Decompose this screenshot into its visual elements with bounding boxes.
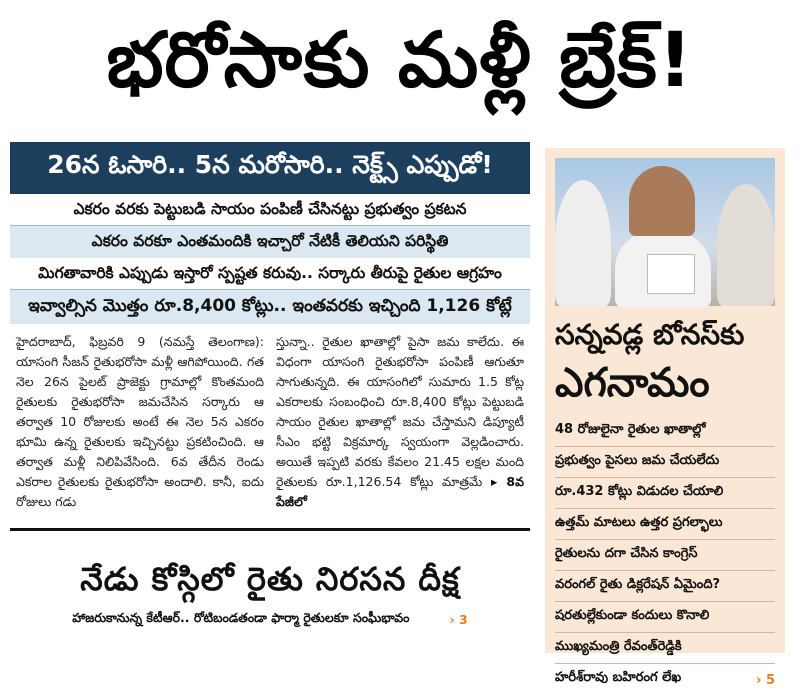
story-body-column-1: హైదరాబాద్, ఫిబ్రవరి 9 (నమస్తే తెలంగాణ): యాసంగి సీజన్ రైతుభరోసా మళ్లీ ఆగిపోయింది. గత నెల 26న పైలట్ ప్రాజెక్టు గ్రామాల్లో కొంతమంది రైతులకు రైతుభరోసా జమచేసిన సర్కారు ఆ తర్వాత 10 రోజులకు అంటే ఈ నెల 5న ఎకరం భూమి ఉన్న రైతులకు ఇచ్చినట్టు ప్రకటించింది. ఆ తర్వాత మళ్లీ నిలిపివేసింది. 6వ తేదీన రెండు ఎకరాల రైతులకు రైతుభరోసా అందాలి. కానీ, ఐదు రోజులు గడు [16,334,264,509]
continued-page-label: 8వ పేజీలో [276,474,524,509]
sidebar-point: రైతులను దగా చేసిన కాంగ్రెస్ [555,540,775,571]
sidebar-point-last [555,664,775,694]
sidebar-point: వరంగల్ రైతు డిక్లరేషన్ ఏమైంది? [555,571,775,602]
sidebar-point: 48 రోజులైనా రైతుల ఖాతాల్లో [555,416,775,447]
sidebar-point: హరీశ్‌రావు బహిరంగ లేఖ [555,670,682,685]
sidebar-point: ముఖ్యమంత్రి రేవంత్‌రెడ్డికి [555,633,775,664]
photo-bystander-right [717,184,775,306]
secondary-story [10,560,530,629]
photo-speaker-head [629,166,695,236]
story-body [10,324,530,524]
news-photo [555,158,775,306]
story-divider [10,528,530,531]
sidebar-point: ఉత్తమ్ మాటలు ఉత్తర ప్రగల్భాలు [555,509,775,540]
story-subheading: 26న ఓసారి.. 5న మరోసారి.. నెక్ట్స్ ఎప్పుడో! [10,142,530,194]
story-body-column-2-text: స్తున్నా.. రైతుల ఖాతాల్లో పైసా జమ కాలేదు. ఈ విధంగా యాసంగి రైతుభరోసా పంపిణీ ఆగుతూ సాగుతున్నది. ఈ యాసంగిలో సుమారు 1.5 కోట్ల ఎకరాలకు సంబంధించి రూ.8,400 కోట్లు పెట్టుబడి సాయం రైతుల ఖాతాల్లో జమ చేస్తామని డిప్యూటీ సీఎం భట్టి విక్రమార్క స్వయంగా వెల్లడించారు. అయితే ఇప్పటి వరకు కేవలం 21.45 లక్షల మంది రైతులకు రూ.1,126.54 కోట్లు మాత్రమే [276,334,524,489]
secondary-subline: హాజరుకానున్న కేటీఆర్.. రోటిబండతండా ఫార్మా రైతులకూ సంఘీభావం [72,610,410,625]
sidebar-title-line-1: సన్నవడ్ల బోనస్‌కు [555,318,745,351]
sidebar-point: షరతుల్లేకుండా కందులు కొనాలి [555,602,775,633]
story-point-2: ఎకరం వరకూ ఎంతమందికి ఇచ్చారో నేటికీ తెలియని పరిస్థితి [10,226,530,258]
story-point-4: ఇవ్వాల్సిన మొత్తం రూ.8,400 కోట్లు.. ఇంతవరకు ఇచ్చింది 1,126 కోట్లే [10,290,530,324]
sidebar-page-ref: › 5 [756,673,775,688]
sidebar-point: రూ.432 కోట్లు విడుదల చేయాలి [555,478,775,509]
main-headline: భరోసాకు మళ్లీ బ్రేక్! [106,15,694,104]
continued-arrow: ▸ [491,474,498,489]
photo-document [647,254,695,294]
photo-bystander-left [555,180,611,306]
secondary-headline: నేడు కోస్గిలో రైతు నిరసన దీక్ష [80,560,460,598]
story-point-3: మిగతావారికి ఎప్పుడు ఇస్తారో స్పష్టత కరువు.. సర్కారు తీరుపై రైతుల ఆగ్రహం [10,258,530,290]
main-story [10,142,530,531]
story-point-1: ఎకరం వరకు పెట్టుబడి సాయం పంపిణీ చేసినట్టు ప్రభుత్వం ప్రకటన [10,194,530,226]
sidebar-title-line-2: ఎగనామం [555,360,710,406]
sidebar-story [545,148,785,688]
sidebar-points [555,416,775,694]
secondary-page-ref: › 3 [449,612,468,627]
secondary-subline-row [10,610,530,629]
sidebar-point: ప్రభుత్వం పైసలు జమ చేయలేదు [555,447,775,478]
story-body-column-2 [276,332,524,524]
